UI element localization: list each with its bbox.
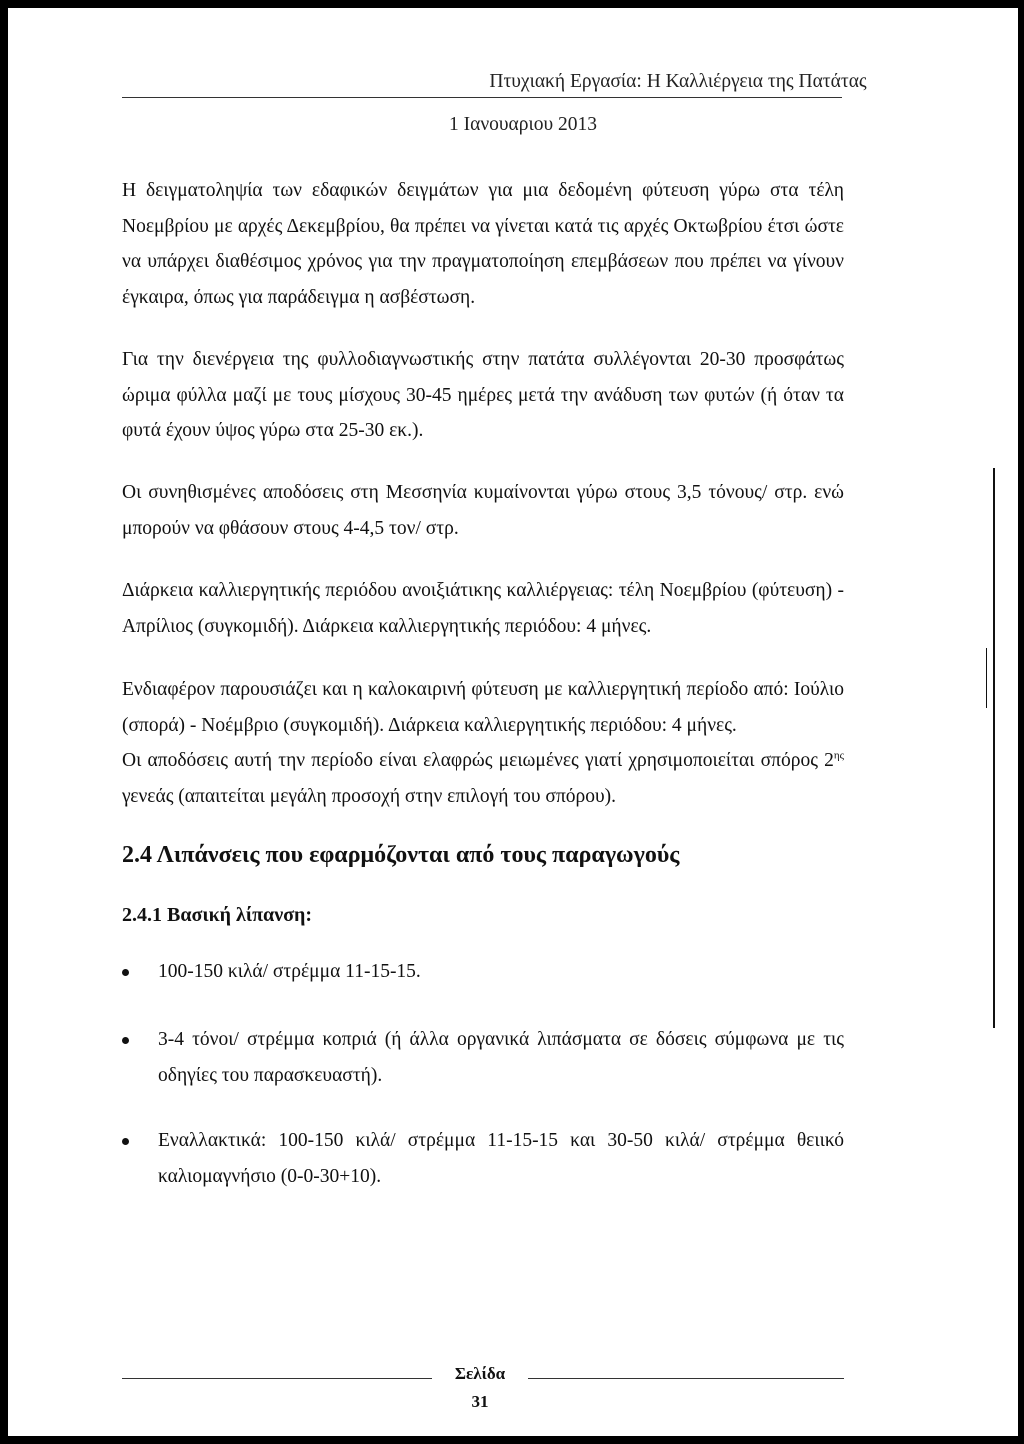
paragraph-leaf-diagnosis: Για την διενέργεια της φυλλοδιαγνωστικής στην πατάτα συλλέγονται 20-30 προσφάτως ώριμα φύλλα μαζί με τους μίσχους 30-45 ημέρες μετά την ανάδυση των φυτών (ή όταν τα φυτά έχουν ύψος γύρω στα 25-30 εκ.). — [122, 349, 844, 442]
list-item-text: 100-150 κιλά/ στρέμμα 11-15-15. — [158, 961, 421, 982]
page-label: Σελίδα — [454, 1364, 506, 1383]
page-number: 31 — [471, 1392, 489, 1411]
paragraph-summer-yields — [122, 743, 844, 814]
document-page — [8, 8, 1018, 1436]
list-item-text: Εναλλακτικά: 100-150 κιλά/ στρέμμα 11-15-15 και 30-50 κιλά/ στρέμμα θειικό καλιομαγνήσιο (0-0-30+10). — [158, 1130, 844, 1187]
ordinal-superscript: ης — [833, 749, 844, 762]
paragraph-yields: Οι συνηθισμένες αποδόσεις στη Μεσσηνία κυμαίνονται γύρω στους 3,5 τόνους/ στρ. ενώ μπορούν να φθάσουν στους 4-4,5 τον/ στρ. — [122, 482, 844, 539]
footer-rule-right — [528, 1378, 844, 1379]
list-item — [122, 1022, 844, 1093]
footer-rule-left — [122, 1378, 432, 1379]
list-item — [122, 954, 844, 990]
bullet-icon — [122, 969, 129, 976]
section-heading: 2.4 Λιπάνσεις που εφαρμόζονται από τους παραγωγούς — [122, 842, 680, 868]
bullet-icon — [122, 1138, 129, 1145]
paragraph-summer-yields-text-end: γενεάς (απαιτείται μεγάλη προσοχή στην επιλογή του σπόρου). — [122, 785, 617, 807]
bullet-icon — [122, 1037, 129, 1044]
header-rule — [122, 97, 842, 98]
subsection-heading: 2.4.1 Βασική λίπανση: — [122, 904, 313, 926]
header-title: Πτυχιακή Εργασία: Η Καλλιέργεια της Πατάτας — [489, 71, 867, 92]
header-date: 1 Ιανουαριου 2013 — [448, 114, 598, 135]
scan-margin-line — [993, 468, 995, 1028]
paragraph-sampling: Η δειγματοληψία των εδαφικών δειγμάτων για μια δεδομένη φύτευση γύρω στα τέλη Νοεμβρίου με αρχές Δεκεμβρίου, θα πρέπει να γίνεται κατά τις αρχές Οκτωβρίου έτσι ώστε να υπάρχει διαθέσιμος χρόνος για την πραγματοποίηση επεμβάσεων που πρέπει να γίνουν έγκαιρα, όπως για παράδειγμα η ασβέστωση. — [122, 180, 844, 308]
page-footer — [432, 1360, 528, 1416]
paragraph-spring-season: Διάρκεια καλλιεργητικής περιόδου ανοιξιάτικης καλλιέργειας: τέλη Νοεμβρίου (φύτευση) - Απρίλιος (συγκομιδή). Διάρκεια καλλιεργητικής περιόδου: 4 μήνες. — [122, 580, 844, 637]
paragraph-summer-yields-text: Οι αποδόσεις αυτή την περίοδο είναι ελαφρώς μειωμένες γιατί χρησιμοποιείται σπόρος 2 — [122, 750, 834, 771]
paragraph-summer-planting: Ενδιαφέρον παρουσιάζει και η καλοκαιρινή φύτευση με καλλιεργητική περίοδο από: Ιούλιο (σπορά) - Νοέμβριο (συγκομιδή). Διάρκεια καλλιεργητικής περιόδου: 4 μήνες. — [122, 679, 844, 736]
list-item-text: 3-4 τόνοι/ στρέμμα κοπριά (ή άλλα οργανικά λιπάσματα σε δόσεις σύμφωνα με τις οδηγίες του παρασκευαστή). — [158, 1029, 844, 1086]
list-item — [122, 1123, 844, 1194]
scan-margin-mark — [986, 648, 987, 708]
